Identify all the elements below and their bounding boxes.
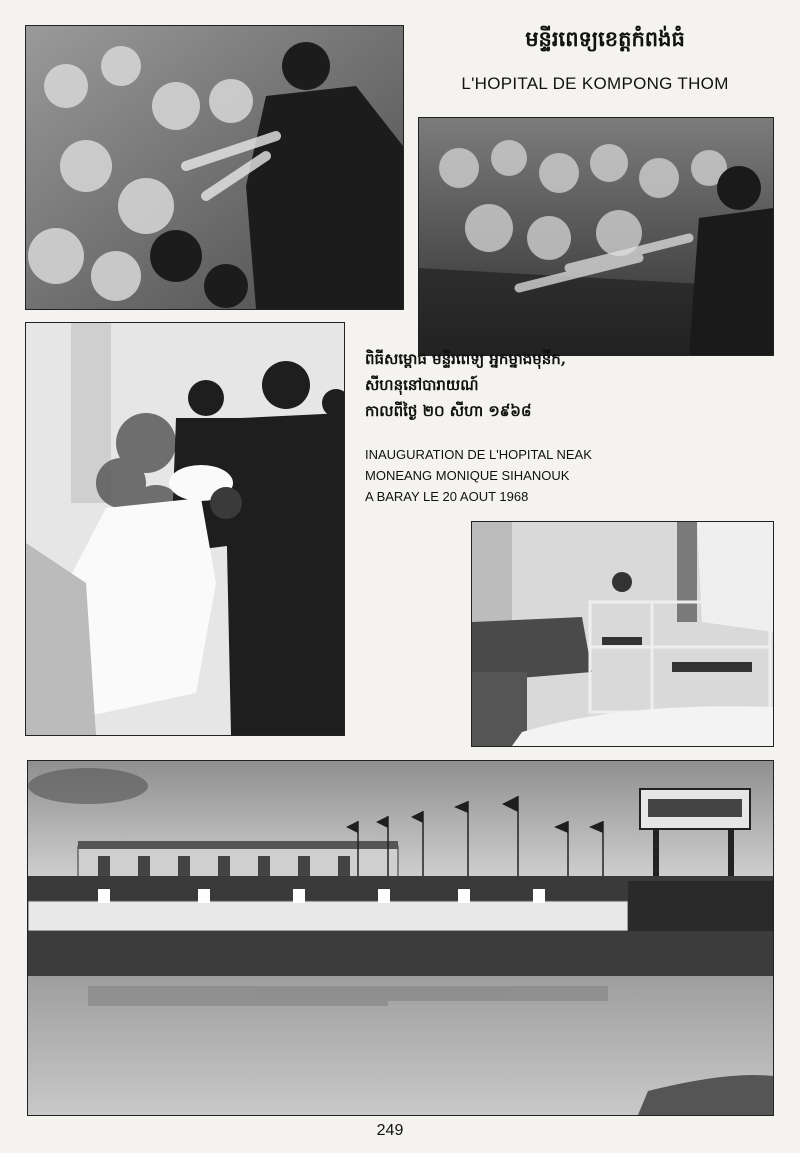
photo-crowd-greeting-right	[418, 117, 774, 356]
photo-crowd-greeting-left	[25, 25, 404, 310]
caption-french-line-1: INAUGURATION DE L'HOPITAL NEAK	[365, 447, 592, 462]
caption-french-line-3: A BARAY LE 20 AOUT 1968	[365, 489, 529, 504]
page-title-khmer: មន្ទីរពេទ្យខេត្តកំពង់ធំ	[525, 26, 685, 51]
photo-nurse-greeting-official	[25, 322, 345, 736]
caption-khmer-line-2: សីហនុនៅបារាយណ៍	[365, 376, 479, 394]
caption-khmer-line-3: កាលពីថ្ងៃ ២០ សីហា ១៩៦៨	[365, 402, 532, 420]
caption-khmer-line-1: ពិធីសម្ពោធ មន្ទីរពេទ្យ អ្នកម្នាងមុនីក,	[365, 350, 567, 368]
photo-hospital-building-panorama	[27, 760, 774, 1116]
caption-french-line-2: MONEANG MONIQUE SIHANOUK	[365, 468, 570, 483]
page-number: 249	[376, 1122, 404, 1139]
page-title-french: L'HOPITAL DE KOMPONG THOM	[461, 74, 729, 93]
photo-hospital-room-interior	[471, 521, 774, 747]
